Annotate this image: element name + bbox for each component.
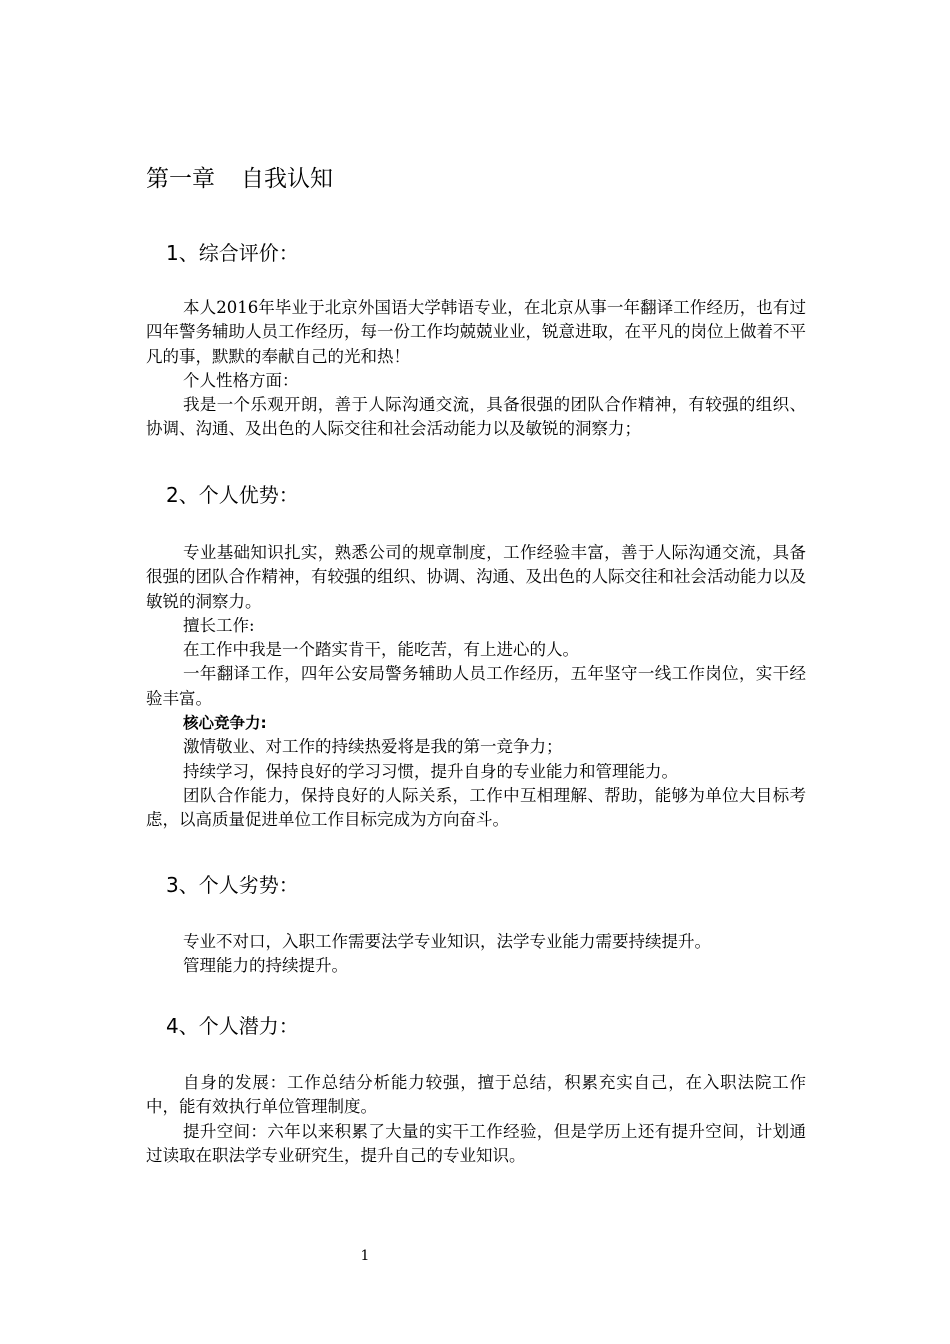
section-body-overall-evaluation <box>146 296 806 442</box>
paragraph: 团队合作能力，保持良好的人际关系，工作中互相理解、帮助，能够为单位大目标考虑，以高质量促进单位工作目标完成为方向奋斗。 <box>146 785 806 830</box>
section-body-personal-potential <box>146 1071 806 1168</box>
section-body-personal-weaknesses <box>146 930 806 979</box>
paragraph: 提升空间：六年以来积累了大量的实干工作经验，但是学历上还有提升空间，计划通过读取在职法学专业研究生，提升自己的专业知识。 <box>146 1121 806 1165</box>
paragraph: 激情敬业、对工作的持续热爱将是我的第一竞争力； <box>183 737 563 757</box>
core-competitiveness-label: 核心竞争力: <box>183 714 267 733</box>
chapter-number-label: 第一章 <box>146 166 215 192</box>
page-number: 1 <box>360 1248 370 1264</box>
section-heading-personal-potential: 4、个人潜力： <box>166 1014 299 1038</box>
section-heading-overall-evaluation: 1、综合评价： <box>166 241 299 265</box>
section-heading-personal-strengths: 2、个人优势： <box>166 483 299 507</box>
paragraph: 自身的发展：工作总结分析能力较强，擅于总结，积累充实自己，在入职法院工作中，能有效执行单位管理制度。 <box>146 1073 806 1117</box>
paragraph: 本人2016年毕业于北京外国语大学韩语专业，在北京从事一年翻译工作经历，也有过四年警务辅助人员工作经历，每一份工作均兢兢业业，锐意进取，在平凡的岗位上做着不平凡的事，默默的奉献自己的光和热！ <box>146 298 806 366</box>
paragraph: 我是一个乐观开朗，善于人际沟通交流，具备很强的团队合作精神，有较强的组织、协调、沟通、及出色的人际交往和社会活动能力以及敏锐的洞察力； <box>146 395 806 439</box>
paragraph: 持续学习，保持良好的学习习惯，提升自身的专业能力和管理能力。 <box>183 761 678 781</box>
paragraph: 个人性格方面： <box>183 370 299 390</box>
section-body-personal-strengths <box>146 541 806 833</box>
paragraph: 专业不对口，入职工作需要法学专业知识，法学专业能力需要持续提升。 <box>183 932 711 951</box>
chapter-title <box>146 164 333 194</box>
paragraph: 一年翻译工作，四年公安局警务辅助人员工作经历，五年坚守一线工作岗位，实干经验丰富。 <box>146 664 806 708</box>
chapter-title-text: 自我认知 <box>241 166 333 192</box>
paragraph: 管理能力的持续提升。 <box>183 956 348 976</box>
section-heading-personal-weaknesses: 3、个人劣势： <box>166 873 299 897</box>
paragraph: 专业基础知识扎实，熟悉公司的规章制度，工作经验丰富，善于人际沟通交流，具备很强的团队合作精神，有较强的组织、协调、沟通、及出色的人际交往和社会活动能力以及敏锐的洞察力。 <box>146 543 806 611</box>
paragraph: 在工作中我是一个踏实肯干，能吃苦，有上进心的人。 <box>183 640 579 660</box>
paragraph: 擅长工作: <box>183 615 255 635</box>
